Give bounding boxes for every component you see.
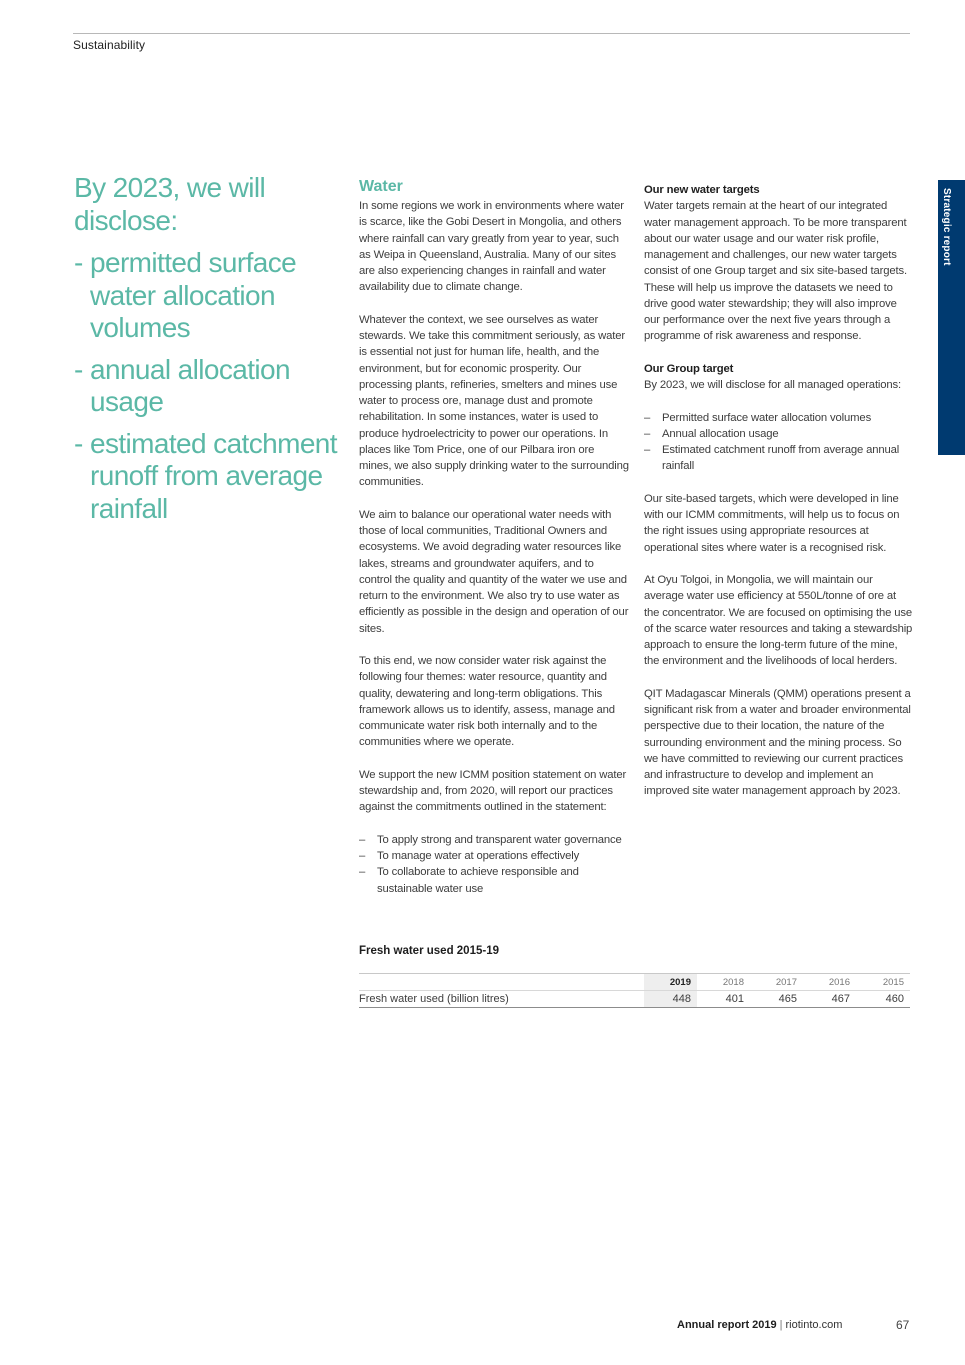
water-paragraph: Whatever the context, we see ourselves as water stewards. We take this commitment seriously, as water is essential not just for human life, health, and the environment, but for economic prosperity. Our processing plants, refineries, smelters and mines use water to process ore, manage dust and promote rehabilitation. In some instances, water is used to produce hydroelectricity to power our operations. In places like Tom Price, one of our Pilbara iron ore mines, we also supply drinking water to the surrounding communities. xyxy=(359,313,629,489)
table-header-year: 2018 xyxy=(722,976,744,988)
water-paragraph: In some regions we work in environments where water is scarce, like the Gobi Desert in Mongolia, and others where rainfall can vary greatly from year to year, such as Weipa in Queensland, Australia. Many of our sites are also experiencing changes in rainfall and water availability due to climate change. xyxy=(359,200,624,294)
group-target-item: – Annual allocation usage xyxy=(644,427,779,440)
table-row-label: Fresh water used (billion litres) xyxy=(359,993,509,1005)
fresh-water-table xyxy=(359,973,910,1008)
water-paragraph: We support the new ICMM position statement on water stewardship and, from 2020, will report our practices against the commitments outlined in the statement: xyxy=(359,768,627,814)
targets-paragraph: QIT Madagascar Minerals (QMM) operations present a significant risk from a water and broader environmental perspective due to their location, the nature of the surrounding environment and the mining process. So we have committed to reviewing our current practices and infrastructure to develop and implement an improved site water management approach by 2023. xyxy=(644,687,911,798)
section-label: Sustainability xyxy=(73,38,146,52)
table-header-year: 2017 xyxy=(775,976,797,988)
targets-heading: Our new water targets xyxy=(644,184,760,196)
commitment-item: – To manage water at operations effectively xyxy=(359,850,580,862)
targets-paragraph: At Oyu Tolgoi, in Mongolia, we will maintain our average water use efficiency at 550L/tonne of ore at the concentrator. We are focused on optimising the use of the scarce water resources and taking a stewardship approach to ensure the long-term future of the mine, the environment and the livelihoods of local herders. xyxy=(644,574,913,668)
water-paragraph: We aim to balance our operational water needs with those of local communities, Traditional Owners and ecosystems. We avoid degrading water resources like lakes, streams and groundwater aquifers, and to control the quality and quantity of the water we use and return to the environment. We also try to use water as efficiently as possible in the design and operation of our sites. xyxy=(359,508,629,635)
pull-quote-intro: By 2023, we will disclose: xyxy=(74,172,266,236)
footer-report-title: Annual report 2019 xyxy=(677,1319,777,1331)
commitment-item: – To collaborate to achieve responsible and sustainable water use xyxy=(359,866,579,895)
group-target-item: – Permitted surface water allocation volumes xyxy=(644,411,872,424)
group-target-item: – Estimated catchment runoff from average annual rainfall xyxy=(644,444,900,473)
footer-site-link[interactable]: riotinto.com xyxy=(785,1319,843,1331)
water-paragraph: To this end, we now consider water risk against the following four themes: water resource, quantity and quality, dewatering and long-term obligations. This framework allows us to identify, assess, manage and communicate water risk both internally and to the communities where we operate. xyxy=(359,655,615,749)
table-cell: 465 xyxy=(778,993,797,1005)
table-title: Fresh water used 2015-19 xyxy=(359,945,499,957)
table-header-year: 2016 xyxy=(828,976,850,988)
footer xyxy=(677,1319,842,1331)
table-header-row xyxy=(359,974,910,991)
header-rule xyxy=(73,33,910,34)
group-target-heading: Our Group target xyxy=(644,362,734,375)
table-header-empty xyxy=(359,974,644,991)
group-target-body: By 2023, we will disclose for all managed operations: xyxy=(644,379,902,391)
targets-paragraph: Our site-based targets, which were developed in line with our ICMM commitments, will help us to focus on the right issues using appropriate resources at operational sites where water is a recognised risk. xyxy=(644,492,900,554)
targets-body: Water targets remain at the heart of our integrated water management approach. To be more transparent about our water usage and our water risk profile, management and challenges, our new water targets consist of one Group target and six site-based targets. These will help us improve the datasets we need to drive good water stewardship; they will also improve our performance over the next five years through a programme of risk awareness and response. xyxy=(644,200,908,343)
pull-quote-list xyxy=(74,247,339,525)
table-cell: 401 xyxy=(725,993,744,1005)
pull-quote-item: - annual allocation usage xyxy=(74,353,290,417)
commitments-list xyxy=(359,832,629,897)
water-section-title: Water xyxy=(359,178,403,195)
pull-quote-item: - estimated catchment runoff from average rainfall xyxy=(74,427,337,524)
water-body-column xyxy=(359,198,629,913)
side-tab-label: Strategic report xyxy=(941,188,952,266)
side-tab-strategic-report[interactable] xyxy=(938,180,965,455)
pull-quote-item: - permitted surface water allocation volumes xyxy=(74,247,297,343)
table-header-year: 2015 xyxy=(882,976,904,988)
table-header-year: 2019 xyxy=(644,974,697,991)
commitment-item: – To apply strong and transparent water governance xyxy=(359,833,622,846)
targets-column xyxy=(644,182,914,816)
table-cell: 448 xyxy=(644,991,697,1008)
group-target-list xyxy=(644,410,914,475)
page-number: 67 xyxy=(896,1318,910,1332)
table-cell: 460 xyxy=(885,993,904,1005)
pull-quote xyxy=(74,172,339,534)
table-row xyxy=(359,991,910,1008)
footer-separator: | xyxy=(779,1319,783,1331)
table-cell: 467 xyxy=(831,993,850,1005)
